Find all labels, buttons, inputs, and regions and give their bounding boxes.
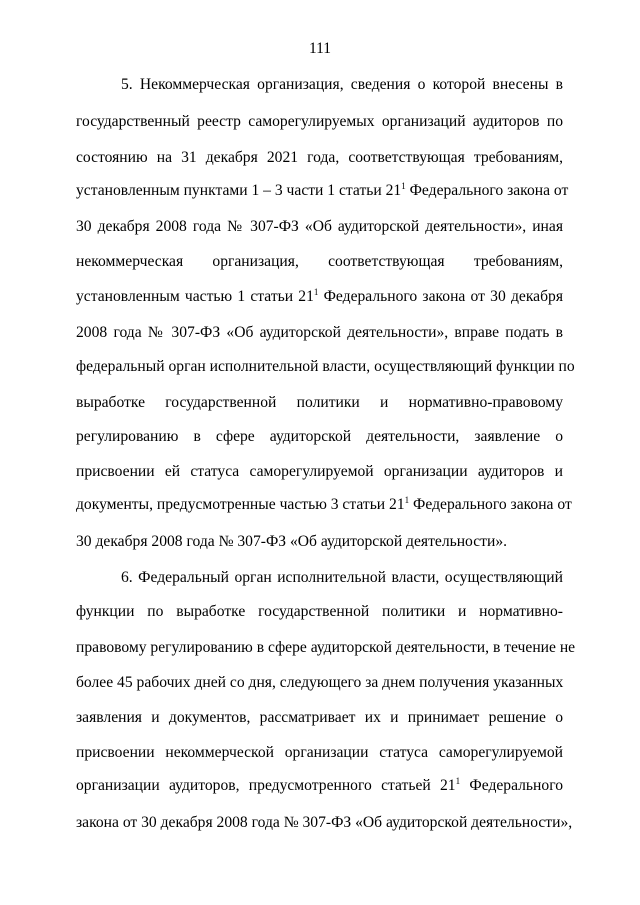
text-line: 30 декабря 2008 года № 307-ФЗ «Об аудиторской деятельности». [76, 533, 508, 550]
text-line: государственный реестр саморегулируемых организаций аудиторов по [76, 113, 563, 130]
text-line: правовому регулированию в сфере аудиторской деятельности, в течение не [76, 639, 576, 656]
superscript: 1 [455, 776, 461, 786]
superscript: 1 [401, 181, 406, 191]
text-line: регулированию в сфере аудиторской деятельности, заявление о [76, 428, 563, 445]
text-line: присвоении ей статуса саморегулируемой организации аудиторов и [76, 463, 563, 480]
text-line: 5. Некоммерческая организация, сведения о которой внесены в [121, 76, 563, 93]
superscript: 1 [404, 495, 410, 505]
superscript: 1 [313, 287, 319, 297]
text-line: 2008 года № 307-ФЗ «Об аудиторской деятельности», вправе подать в [76, 324, 563, 341]
text-line: установленным частью 1 статьи $21^1$ Федерального закона от 30 декабря [76, 287, 563, 305]
text-line: функции по выработке государственной политики и нормативно- [76, 603, 563, 620]
text-line: заявления и документов, рассматривает их и принимает решение о [76, 709, 563, 726]
text-line: закона от 30 декабря 2008 года № 307-ФЗ «Об аудиторской деятельности», [76, 814, 573, 831]
text-line: состоянию на 31 декабря 2021 года, соответствующая требованиям, [76, 149, 563, 166]
text-line: организации аудиторов, предусмотренного статьей $21^1$ Федерального [76, 776, 563, 794]
text-line: более 45 рабочих дней со дня, следующего за днем получения указанных [76, 674, 564, 691]
text-line: документы, предусмотренные частью 3 статьи $21^1$ Федерального закона от [76, 495, 572, 513]
text-line: федеральный орган исполнительной власти, осуществляющий функции по [76, 358, 575, 375]
text-line: выработке государственной политики и нормативно-правовому [76, 394, 563, 411]
text-line: присвоении некоммерческой организации статуса саморегулируемой [76, 744, 563, 761]
page-number: 111 [308, 40, 332, 57]
text-line: некоммерческая организация, соответствующая требованиям, [76, 253, 563, 270]
text-line: 6. Федеральный орган исполнительной власти, осуществляющий [121, 569, 563, 586]
text-line: установленным пунктами 1 – 3 части 1 статьи $21^1$ Федерального закона от [76, 181, 569, 199]
text-line: 30 декабря 2008 года № 307-ФЗ «Об аудиторской деятельности», иная [76, 218, 563, 235]
